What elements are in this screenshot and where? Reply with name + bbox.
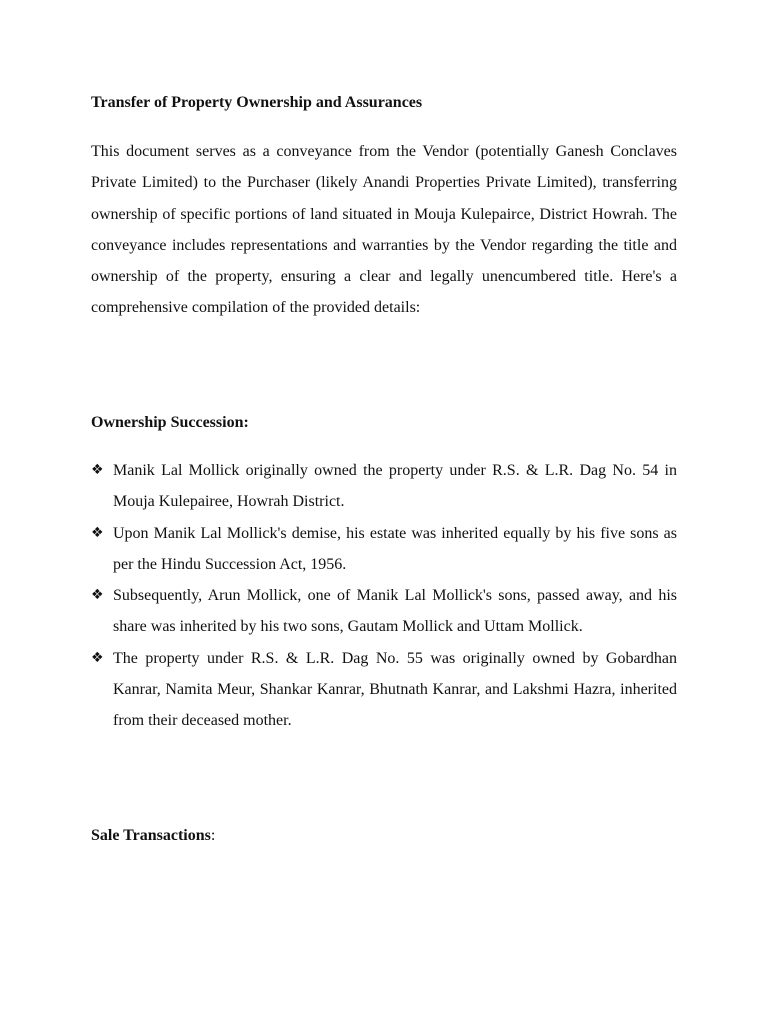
intro-paragraph: This document serves as a conveyance from the Vendor (potentially Ganesh Conclaves Private Limited) to the Purchaser (likely Anandi Properties Private Limited), transferring ownership of specific portions of land situated in Mouja Kulepairce, District Howrah. The conveyance includes representations and warranties by the Vendor regarding the title and ownership of the property, ensuring a clear and legally unencumbered title. Here's a comprehensive compilation of the provided details: xyxy=(91,143,677,317)
document-title: Transfer of Property Ownership and Assurances xyxy=(91,94,423,111)
diamond-bullet-icon: ❖ xyxy=(91,587,104,604)
list-item-text: The property under R.S. & L.R. Dag No. 55 was originally owned by Gobardhan Kanrar, Namita Meur, Shankar Kanrar, Bhutnath Kanrar, and Lakshmi Hazra, inherited from their deceased mother. xyxy=(113,649,677,730)
diamond-bullet-icon: ❖ xyxy=(91,649,104,666)
list-item-text: Upon Manik Lal Mollick's demise, his estate was inherited equally by his five sons as per the Hindu Succession Act, 1956. xyxy=(113,524,677,573)
sale-transactions-heading-colon: : xyxy=(210,827,216,844)
ownership-succession-heading-text: Ownership Succession: xyxy=(91,414,249,431)
sale-transactions-heading-text: Sale Transactions xyxy=(91,827,211,844)
list-item-text: Subsequently, Arun Mollick, one of Manik Lal Mollick's sons, passed away, and his share was inherited by his two sons, Gautam Mollick and Uttam Mollick. xyxy=(113,587,677,636)
ownership-succession-heading xyxy=(91,414,249,432)
ownership-bullet-list xyxy=(91,455,677,737)
list-item xyxy=(91,643,677,737)
diamond-bullet-icon: ❖ xyxy=(91,524,104,541)
list-item xyxy=(91,518,677,581)
list-item-text: Manik Lal Mollick originally owned the property under R.S. & L.R. Dag No. 54 in Mouja Kulepairee, Howrah District. xyxy=(113,462,677,511)
diamond-bullet-icon: ❖ xyxy=(91,462,104,478)
list-item xyxy=(91,455,677,518)
sale-transactions-heading xyxy=(91,827,215,845)
list-item xyxy=(91,580,677,643)
